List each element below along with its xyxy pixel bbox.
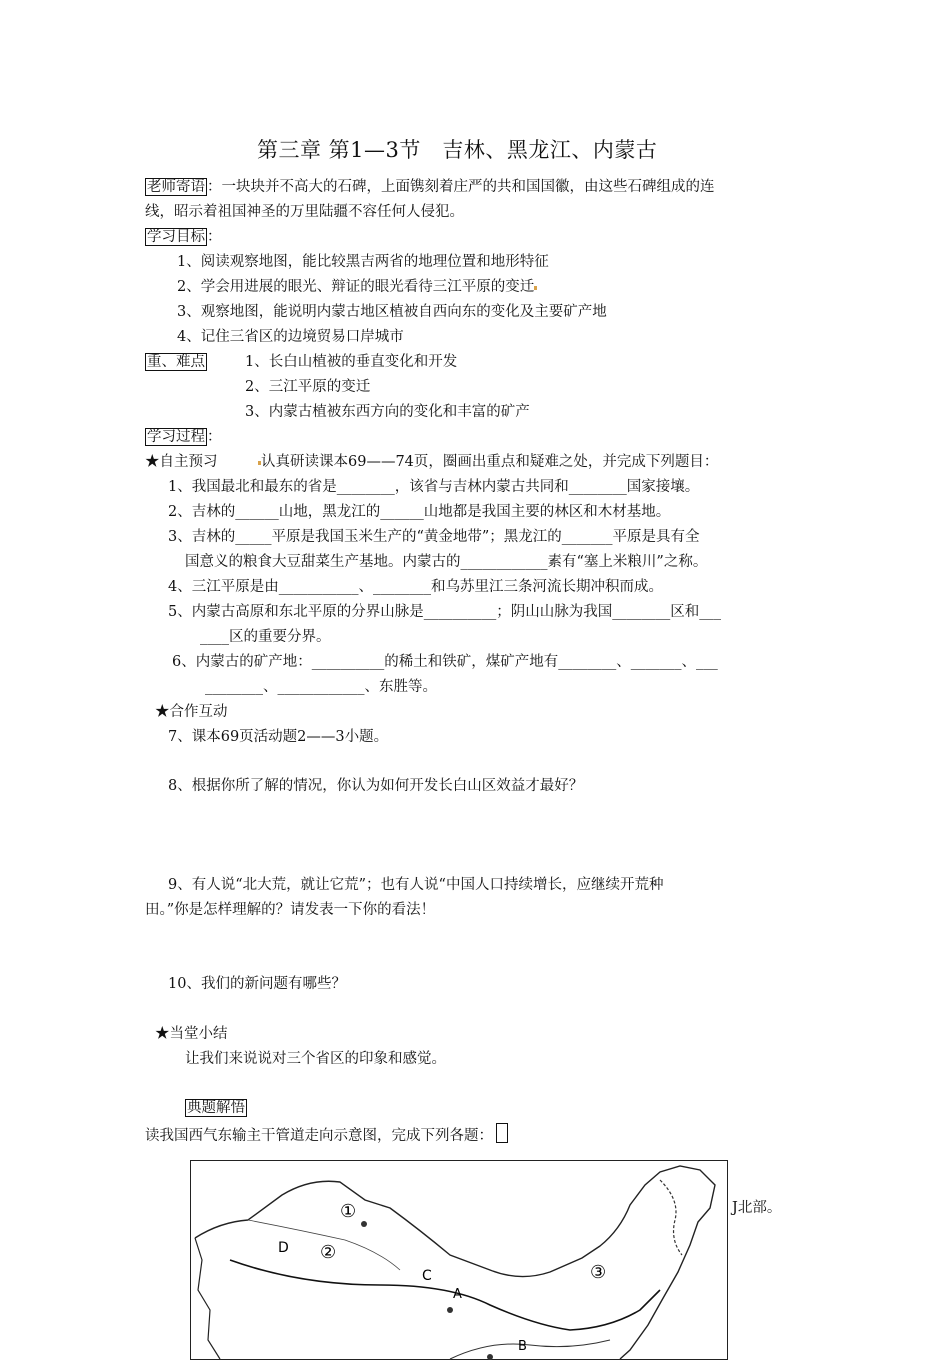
answer-box bbox=[496, 1123, 508, 1143]
question-4: 4、三江平原是由___________、________和乌苏里江三条河流长期冲积而成。 bbox=[168, 579, 663, 595]
objectives-label: 学习目标 bbox=[147, 229, 205, 245]
question-5b: ____区的重要分界。 bbox=[200, 629, 331, 645]
objective-item-4: 4、记住三省区的边境贸易口岸城市 bbox=[177, 329, 404, 345]
map-label-1: ① bbox=[340, 1201, 357, 1222]
side-fragment: J北部。 bbox=[732, 1200, 782, 1216]
question-9b: 田。”你是怎样理解的？请发表一下你的看法！ bbox=[145, 902, 436, 918]
process-heading: 学习过程 ： bbox=[147, 429, 222, 445]
map-label-c: C bbox=[422, 1268, 432, 1284]
map-frame bbox=[191, 1161, 728, 1360]
objective-item-2-text: 2、学会用进展的眼光、辩证的眼光看待三江平原的变迁 bbox=[177, 279, 535, 295]
river-line bbox=[450, 1340, 610, 1359]
question-2: 2、吉林的______山地，黑龙江的______山地都是我国主要的林区和木材基地。 bbox=[168, 504, 671, 520]
map-label-2: ② bbox=[320, 1242, 337, 1263]
summary-text: 让我们来说说对三个省区的印象和感觉。 bbox=[185, 1051, 446, 1067]
coast-line bbox=[660, 1180, 682, 1255]
question-9a: 9、有人说“北大荒，就让它荒”；也有人说“中国人口持续增长，应继续开荒种 bbox=[168, 877, 664, 893]
summary-heading: ★当堂小结 bbox=[155, 1026, 228, 1042]
preview-intro-text: 认真研读课本69——74页，圈画出重点和疑难之处，并完成下列题目： bbox=[261, 454, 719, 470]
city-dot bbox=[487, 1354, 493, 1360]
border-outline bbox=[195, 1166, 715, 1359]
teacher-message-text1: ：一块块并不高大的石碑，上面镌刻着庄严的共和国国徽，由这些石碑组成的连 bbox=[207, 179, 715, 195]
question-7: 7、课本69页活动题2——3小题。 bbox=[168, 729, 389, 745]
question-6b: ________、____________、东胜等。 bbox=[205, 679, 437, 695]
teacher-message-label: 老师寄语 bbox=[147, 179, 205, 195]
question-3b: 国意义的粮食大豆甜菜生产基地。内蒙古的____________素有“塞上米粮川”之称。 bbox=[185, 554, 708, 570]
map-label-3: ③ bbox=[590, 1262, 607, 1283]
page-title: 第三章 第1—3节 吉林、黑龙江、内蒙古 bbox=[257, 138, 658, 162]
objectives-heading: 学习目标 ： bbox=[147, 229, 222, 245]
key-point-2: 2、三江平原的变迁 bbox=[245, 379, 371, 395]
objective-item-1: 1、阅读观察地图，能比较黑吉两省的地理位置和地形特征 bbox=[177, 254, 549, 270]
map-label-d: D bbox=[278, 1240, 289, 1256]
city-dot bbox=[361, 1221, 367, 1227]
preview-intro bbox=[258, 452, 718, 472]
highlight-mark bbox=[534, 286, 537, 290]
question-3a: 3、吉林的_____平原是我国玉米生产的“黄金地带”；黑龙江的_______平原是具有全 bbox=[168, 529, 700, 545]
key-point-1: 1、长白山植被的垂直变化和开发 bbox=[245, 354, 458, 370]
map-label-a: A bbox=[453, 1287, 462, 1302]
question-10: 10、我们的新问题有哪些？ bbox=[168, 976, 346, 992]
question-5a: 5、内蒙古高原和东北平原的分界山脉是__________；阴山山脉为我国________区和___ bbox=[168, 604, 721, 620]
pipeline-map bbox=[190, 1160, 728, 1360]
process-label: 学习过程 bbox=[147, 429, 205, 445]
key-point-3: 3、内蒙古植被东西方向的变化和丰富的矿产 bbox=[245, 404, 530, 420]
objective-item-2 bbox=[177, 277, 537, 297]
map-label-b: B bbox=[518, 1339, 527, 1354]
preview-heading: ★自主预习 bbox=[145, 454, 218, 470]
key-points-label: 重、难点 bbox=[147, 354, 205, 370]
example-prompt-text: 读我国西气东输主干管道走向示意图，完成下列各题： bbox=[145, 1128, 493, 1144]
question-1: 1、我国最北和最东的省是________，该省与吉林内蒙古共同和________国家接壤。 bbox=[168, 479, 700, 495]
example-heading bbox=[185, 1098, 247, 1118]
example-prompt bbox=[145, 1123, 508, 1146]
question-8: 8、根据你所了解的情况，你认为如何开发长白山区效益才最好？ bbox=[168, 778, 584, 794]
teacher-message-line1 bbox=[145, 177, 715, 197]
city-dot bbox=[447, 1307, 453, 1313]
objective-item-3: 3、观察地图，能说明内蒙古地区植被自西向东的变化及主要矿产地 bbox=[177, 304, 607, 320]
example-label: 典题解悟 bbox=[187, 1100, 245, 1116]
question-6a: 6、内蒙古的矿产地：__________的稀土和铁矿，煤矿产地有________、_______、___ bbox=[172, 654, 718, 670]
west-border bbox=[195, 1238, 220, 1359]
key-points-heading bbox=[145, 352, 207, 372]
teacher-message-line2: 线，昭示着祖国神圣的万里陆疆不容任何人侵犯。 bbox=[145, 204, 464, 220]
cooperation-heading: ★合作互动 bbox=[155, 704, 228, 720]
